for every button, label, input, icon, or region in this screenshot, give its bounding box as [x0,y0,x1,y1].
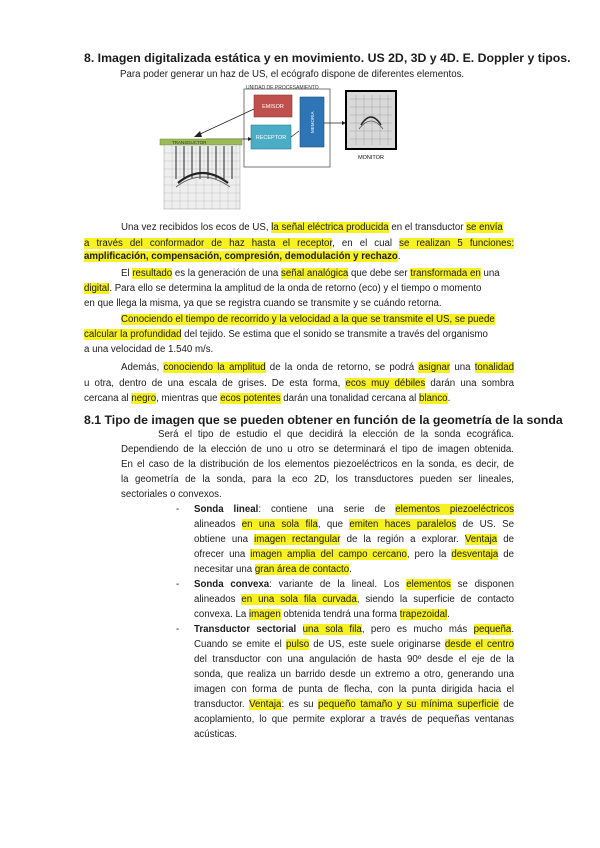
intro-line: Para poder generar un haz de US, el ecógrafo dispone de diferentes elementos. [120,69,465,80]
transducer-label: TRANSDUCTOR [172,140,207,145]
convexa-line3: convexa. La imagen obtenida tendrá una forma trapezoidal. [194,609,450,620]
lineal-line5: necesitar una gran área de contacto. [194,564,352,575]
sectorial-line1: Transductor sectorial una sola fila, pero es mucho más pequeña. [194,624,515,635]
emisor-label: EMISOR [262,104,284,110]
monitor-label: MONITOR [358,155,384,161]
monitor-screen [346,91,396,149]
sectorial-line5: imagen con forma de punta de flecha, con la punta dirigida hacia el [194,684,514,695]
para2-line2: digital. Para ello se determina la amplitud de la onda de retorno (eco) y el tiempo o momento [84,283,482,294]
para3-line1: Conociendo el tiempo de recorrido y la velocidad a la que se transmite el US, se puede [121,314,495,325]
lineal-line2: alineados en una sola fila, que emiten haces paralelos de US. Se [194,519,514,530]
section-81-heading: 8.1 Tipo de imagen que se pueden obtener en función de la geometría de la sonda [84,413,563,427]
sectorial-line7: acoplamiento, lo que permite explorar a través de pequeñas ventanas [194,714,514,725]
para1-line2: a través del conformador de haz hasta el receptor, en el cual se realizan 5 funciones: [84,238,515,249]
s81-line2: Dependiendo de la elección de uno u otro se determinará el tipo de imagen obtenida. [121,444,514,455]
s81-line1: Será el tipo de estudio el que decidirá la elección de la sonda ecográfica. [158,429,514,440]
convexa-line1: Sonda convexa: variante de la lineal. Los elementos se disponen [194,579,514,590]
s81-line5: sectoriales o convexos. [121,489,222,500]
memoria-label: MEMORIA [310,111,315,133]
lineal-line4: ofrecer una imagen amplia del campo cercano, pero la desventaja de [194,549,515,560]
para3-line2: calcular la profundidad del tejido. Se estima que el sonido se transmite a través del organismo [84,329,488,340]
convexa-line2: alineados en una sola fila curvada, siendo la superficie de contacto [194,594,515,605]
lineal-line1: Sonda lineal: contiene una serie de elementos piezoeléctricos [194,504,514,515]
ultrasound-diagram [158,83,404,212]
section-8-heading: 8. Imagen digitalizada estática y en movimiento. US 2D, 3D y 4D. E. Doppler y tipos. [84,51,571,65]
bullet-dash-convexa: - [176,579,180,590]
sectorial-line4: sonda, que realiza un barrido desde un extremo a otro, generando una [194,669,514,680]
sectorial-line8: acústicas. [194,729,238,740]
para4-line3: cercana al negro, mientras que ecos potentes darán una tonalidad cercana al blanco. [84,393,451,404]
processing-unit-label: UNIDAD DE PROCESAMIENTO [246,85,319,91]
para4-line1: Además, conociendo la amplitud de la onda de retorno, se podrá asignar una tonalidad [121,362,515,373]
bullet-dash-lineal: - [176,504,180,515]
bullet-dash-sectorial: - [176,624,180,635]
para2-line1: El resultado es la generación de una señal analógica que debe ser transformada en una [121,268,500,279]
para4-line2: u otra, dentro de una escala de grises. De esta forma, ecos muy débiles darán una sombra [84,378,514,389]
para3-line3: a una velocidad de 1.540 m/s. [84,344,214,355]
para1-line1: Una vez recibidos los ecos de US, la señal eléctrica producida en el transductor se envía [121,222,503,233]
s81-line4: la geometría de la sonda, para la eco 2D, los transductores pueden ser lineales, [121,474,514,485]
receptor-label: RECEPTOR [255,135,287,141]
para2-line3: en que llega la misma, ya que se registra cuando se transmite y se cuándo retorna. [84,298,442,309]
s81-line3: En el caso de la distribución de los elementos piezoeléctricos en la sonda, es decir, de [121,459,514,470]
sectorial-line6: transductor. Ventaja: es su pequeño tamaño y su mínima superficie de [194,699,515,710]
sectorial-line3: del transductor con una angulación de hasta 90º desde el eje de la [194,654,514,665]
sectorial-line2: Cuando se emite el pulso de US, este suele originarse desde el centro [194,639,514,650]
para1-line3: amplificación, compensación, compresión, demodulación y rechazo. [84,251,401,262]
lineal-line3: obtiene una imagen rectangular de la región a explorar. Ventaja de [194,534,515,545]
